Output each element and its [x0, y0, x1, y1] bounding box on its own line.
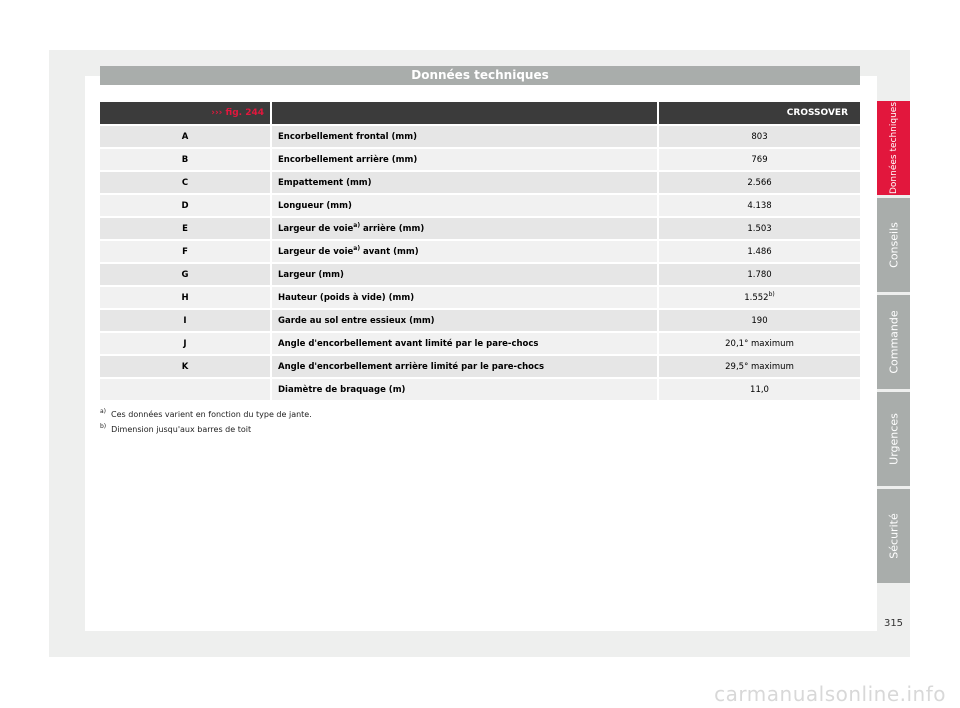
- row-label: Diamètre de braquage (m): [270, 377, 657, 400]
- row-value: 1.780: [657, 262, 860, 285]
- table-row: [100, 239, 860, 262]
- row-label: Encorbellement frontal (mm): [270, 124, 657, 147]
- row-value: 4.138: [657, 193, 860, 216]
- footnote-mark: b): [100, 423, 107, 430]
- row-value: 11,0: [657, 377, 860, 400]
- footnote-text: Dimension jusqu'aux barres de toit: [111, 425, 252, 434]
- row-key: K: [100, 354, 270, 377]
- watermark: carmanualsonline.info: [714, 682, 946, 706]
- footnote-ref[interactable]: a): [353, 221, 361, 229]
- table-header-row: [100, 102, 860, 124]
- row-key: A: [100, 124, 270, 147]
- row-label-text: arrière (mm): [360, 223, 425, 234]
- row-label: Largeur (mm): [270, 262, 657, 285]
- row-label: Longueur (mm): [270, 193, 657, 216]
- figure-ref[interactable]: [100, 102, 270, 124]
- row-label-text: avant (mm): [360, 246, 419, 257]
- row-key: I: [100, 308, 270, 331]
- row-key: B: [100, 147, 270, 170]
- row-label: [270, 216, 657, 239]
- row-value: 2.566: [657, 170, 860, 193]
- row-label: Angle d'encorbellement avant limité par le pare-chocs: [270, 331, 657, 354]
- tab-conseils[interactable]: [877, 198, 910, 292]
- row-key: E: [100, 216, 270, 239]
- row-key: D: [100, 193, 270, 216]
- tab-label: Urgences: [887, 413, 900, 465]
- row-label: Garde au sol entre essieux (mm): [270, 308, 657, 331]
- tab-securite[interactable]: [877, 489, 910, 583]
- row-key: C: [100, 170, 270, 193]
- row-label: Hauteur (poids à vide) (mm): [270, 285, 657, 308]
- table-row: [100, 377, 860, 400]
- figure-ref-arrows: ›››: [211, 108, 223, 118]
- table-row: [100, 193, 860, 216]
- row-key: G: [100, 262, 270, 285]
- row-value: 1.486: [657, 239, 860, 262]
- footnote-ref[interactable]: b): [768, 290, 775, 298]
- table-row: [100, 354, 860, 377]
- tab-urgences[interactable]: [877, 392, 910, 486]
- page-number: 315: [883, 618, 904, 629]
- row-value: 1.503: [657, 216, 860, 239]
- row-label: [270, 239, 657, 262]
- table-row: [100, 170, 860, 193]
- footnote-ref[interactable]: a): [353, 244, 361, 252]
- section-title: Données techniques: [100, 66, 860, 85]
- row-key: J: [100, 331, 270, 354]
- row-value: 803: [657, 124, 860, 147]
- tab-donnees-techniques[interactable]: [877, 101, 910, 195]
- row-label-text: Largeur de voie: [278, 246, 354, 257]
- footnote: [100, 410, 312, 419]
- table-row: [100, 216, 860, 239]
- footnotes: [100, 410, 312, 440]
- specs-table: [100, 102, 860, 400]
- row-label: Encorbellement arrière (mm): [270, 147, 657, 170]
- tab-label: Commande: [887, 310, 900, 374]
- header-empty-cell: [270, 102, 657, 124]
- row-value: [657, 285, 860, 308]
- table-row: [100, 331, 860, 354]
- table-row: [100, 308, 860, 331]
- row-label: Empattement (mm): [270, 170, 657, 193]
- row-key: [100, 377, 270, 400]
- row-label-text: Largeur de voie: [278, 223, 354, 234]
- footnote: [100, 425, 312, 434]
- table-row: [100, 124, 860, 147]
- table-row: [100, 262, 860, 285]
- row-value: 190: [657, 308, 860, 331]
- row-label: Angle d'encorbellement arrière limité par le pare-chocs: [270, 354, 657, 377]
- table-row: [100, 285, 860, 308]
- row-value-text: 1.552: [744, 292, 769, 303]
- tab-commande[interactable]: [877, 295, 910, 389]
- figure-ref-label: fig. 244: [225, 108, 264, 118]
- footnote-text: Ces données varient en fonction du type de jante.: [111, 410, 312, 419]
- header-model: CROSSOVER: [657, 102, 860, 124]
- row-key: F: [100, 239, 270, 262]
- row-value: 20,1° maximum: [657, 331, 860, 354]
- table-row: [100, 147, 860, 170]
- row-value: 29,5° maximum: [657, 354, 860, 377]
- row-key: H: [100, 285, 270, 308]
- tab-label: Sécurité: [887, 513, 900, 559]
- footnote-mark: a): [100, 408, 107, 415]
- row-value: 769: [657, 147, 860, 170]
- tab-label: Données techniques: [888, 101, 899, 195]
- tab-label: Conseils: [887, 222, 900, 268]
